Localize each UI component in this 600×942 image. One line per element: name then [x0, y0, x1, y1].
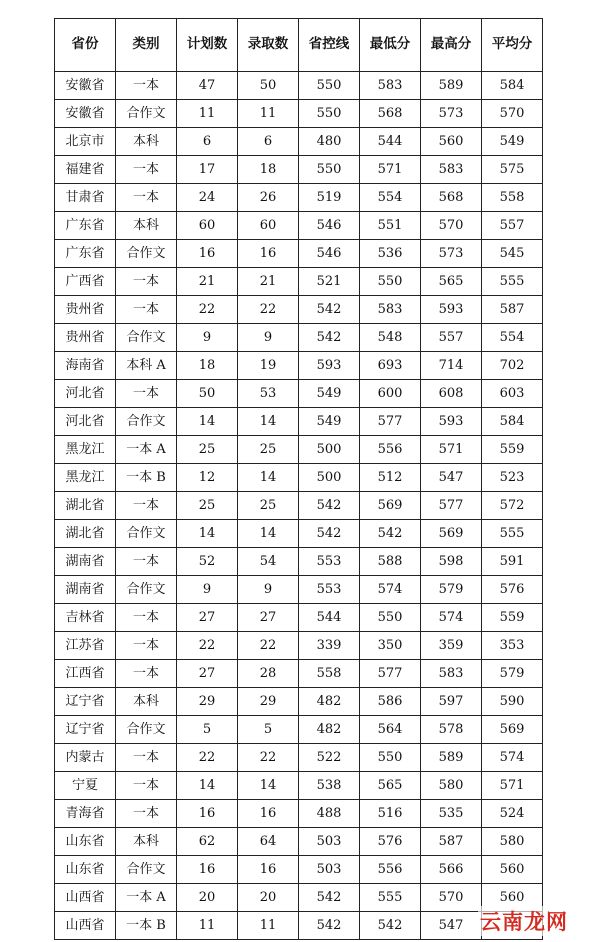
cell-planned: 47	[177, 72, 238, 100]
cell-max-score: 714	[421, 352, 482, 380]
cell-min-score: 583	[360, 72, 421, 100]
cell-avg-score: 560	[482, 884, 543, 912]
cell-category: 合作文	[116, 100, 177, 128]
cell-category: 本科	[116, 212, 177, 240]
cell-max-score: 589	[421, 744, 482, 772]
cell-planned: 22	[177, 296, 238, 324]
cell-province: 湖北省	[55, 520, 116, 548]
cell-max-score: 570	[421, 212, 482, 240]
cell-planned: 62	[177, 828, 238, 856]
cell-province: 福建省	[55, 156, 116, 184]
cell-avg-score: 523	[482, 464, 543, 492]
cell-control-line: 546	[299, 212, 360, 240]
table-row	[55, 576, 543, 604]
cell-control-line: 542	[299, 492, 360, 520]
table-row	[55, 268, 543, 296]
cell-planned: 16	[177, 240, 238, 268]
cell-control-line: 542	[299, 520, 360, 548]
cell-province: 甘肃省	[55, 184, 116, 212]
cell-admitted: 22	[238, 296, 299, 324]
cell-planned: 16	[177, 856, 238, 884]
cell-category: 一本 B	[116, 912, 177, 940]
table-row	[55, 408, 543, 436]
cell-control-line: 553	[299, 548, 360, 576]
cell-province: 河北省	[55, 380, 116, 408]
cell-planned: 22	[177, 632, 238, 660]
cell-avg-score: 702	[482, 352, 543, 380]
table-row	[55, 912, 543, 940]
cell-control-line: 544	[299, 604, 360, 632]
cell-admitted: 9	[238, 576, 299, 604]
table-row	[55, 100, 543, 128]
cell-planned: 25	[177, 436, 238, 464]
cell-max-score: 566	[421, 856, 482, 884]
cell-category: 合作文	[116, 576, 177, 604]
cell-admitted: 25	[238, 492, 299, 520]
cell-planned: 9	[177, 576, 238, 604]
cell-province: 山西省	[55, 884, 116, 912]
cell-min-score: 544	[360, 128, 421, 156]
cell-min-score: 576	[360, 828, 421, 856]
table-row	[55, 184, 543, 212]
cell-min-score: 550	[360, 268, 421, 296]
cell-category: 一本	[116, 800, 177, 828]
cell-admitted: 50	[238, 72, 299, 100]
cell-max-score: 589	[421, 72, 482, 100]
cell-avg-score: 576	[482, 576, 543, 604]
cell-admitted: 26	[238, 184, 299, 212]
cell-max-score: 583	[421, 156, 482, 184]
cell-avg-score: 571	[482, 772, 543, 800]
cell-control-line: 500	[299, 436, 360, 464]
header-row	[55, 19, 543, 72]
cell-avg-score: 587	[482, 296, 543, 324]
cell-max-score: 577	[421, 492, 482, 520]
cell-admitted: 21	[238, 268, 299, 296]
cell-max-score: 593	[421, 296, 482, 324]
cell-admitted: 64	[238, 828, 299, 856]
cell-max-score: 587	[421, 828, 482, 856]
cell-planned: 52	[177, 548, 238, 576]
cell-planned: 29	[177, 688, 238, 716]
cell-province: 内蒙古	[55, 744, 116, 772]
table-row	[55, 464, 543, 492]
cell-category: 一本	[116, 744, 177, 772]
cell-planned: 18	[177, 352, 238, 380]
table-row	[55, 632, 543, 660]
cell-max-score: 535	[421, 800, 482, 828]
cell-min-score: 512	[360, 464, 421, 492]
cell-avg-score: 574	[482, 744, 543, 772]
cell-avg-score: 603	[482, 380, 543, 408]
cell-admitted: 22	[238, 744, 299, 772]
cell-avg-score: 569	[482, 716, 543, 744]
cell-category: 一本	[116, 772, 177, 800]
cell-province: 河北省	[55, 408, 116, 436]
cell-province: 吉林省	[55, 604, 116, 632]
cell-planned: 17	[177, 156, 238, 184]
table-row	[55, 856, 543, 884]
cell-planned: 11	[177, 100, 238, 128]
cell-max-score: 560	[421, 128, 482, 156]
cell-admitted: 11	[238, 912, 299, 940]
table-row	[55, 828, 543, 856]
table-row	[55, 548, 543, 576]
cell-admitted: 53	[238, 380, 299, 408]
cell-control-line: 339	[299, 632, 360, 660]
cell-min-score: 550	[360, 744, 421, 772]
cell-province: 辽宁省	[55, 716, 116, 744]
cell-max-score: 578	[421, 716, 482, 744]
table-row	[55, 212, 543, 240]
cell-province: 广西省	[55, 268, 116, 296]
cell-max-score: 574	[421, 604, 482, 632]
table-row	[55, 716, 543, 744]
cell-category: 一本 B	[116, 464, 177, 492]
cell-min-score: 577	[360, 408, 421, 436]
table-row	[55, 492, 543, 520]
cell-category: 合作文	[116, 408, 177, 436]
cell-control-line: 482	[299, 688, 360, 716]
cell-avg-score: 590	[482, 688, 543, 716]
cell-control-line: 542	[299, 912, 360, 940]
cell-admitted: 18	[238, 156, 299, 184]
column-header-control-line: 省控线	[299, 19, 360, 72]
table-row	[55, 156, 543, 184]
cell-category: 合作文	[116, 716, 177, 744]
cell-province: 海南省	[55, 352, 116, 380]
cell-category: 一本 A	[116, 884, 177, 912]
cell-control-line: 593	[299, 352, 360, 380]
table-row	[55, 380, 543, 408]
cell-min-score: 516	[360, 800, 421, 828]
cell-max-score: 573	[421, 100, 482, 128]
cell-province: 湖北省	[55, 492, 116, 520]
cell-min-score: 586	[360, 688, 421, 716]
cell-planned: 9	[177, 324, 238, 352]
cell-category: 一本	[116, 492, 177, 520]
cell-min-score: 564	[360, 716, 421, 744]
cell-control-line: 550	[299, 156, 360, 184]
cell-control-line: 522	[299, 744, 360, 772]
cell-control-line: 482	[299, 716, 360, 744]
column-header-category: 类别	[116, 19, 177, 72]
table-row	[55, 884, 543, 912]
cell-planned: 6	[177, 128, 238, 156]
cell-max-score: 557	[421, 324, 482, 352]
cell-control-line: 549	[299, 380, 360, 408]
cell-min-score: 554	[360, 184, 421, 212]
cell-category: 合作文	[116, 856, 177, 884]
table-row	[55, 660, 543, 688]
cell-category: 本科 A	[116, 352, 177, 380]
cell-avg-score: 591	[482, 548, 543, 576]
cell-avg-score: 560	[482, 856, 543, 884]
cell-planned: 16	[177, 800, 238, 828]
cell-admitted: 20	[238, 884, 299, 912]
cell-province: 安徽省	[55, 72, 116, 100]
cell-category: 合作文	[116, 324, 177, 352]
cell-control-line: 558	[299, 660, 360, 688]
cell-control-line: 500	[299, 464, 360, 492]
cell-avg-score: 559	[482, 436, 543, 464]
cell-admitted: 54	[238, 548, 299, 576]
cell-min-score: 536	[360, 240, 421, 268]
cell-admitted: 60	[238, 212, 299, 240]
cell-province: 广东省	[55, 240, 116, 268]
cell-avg-score: 584	[482, 72, 543, 100]
cell-avg-score: 558	[482, 184, 543, 212]
cell-avg-score: 570	[482, 100, 543, 128]
table-row	[55, 72, 543, 100]
cell-admitted: 14	[238, 772, 299, 800]
cell-control-line: 503	[299, 828, 360, 856]
cell-category: 一本	[116, 296, 177, 324]
cell-control-line: 542	[299, 884, 360, 912]
cell-min-score: 577	[360, 660, 421, 688]
cell-province: 北京市	[55, 128, 116, 156]
cell-control-line: 521	[299, 268, 360, 296]
cell-admitted: 16	[238, 856, 299, 884]
cell-admitted: 22	[238, 632, 299, 660]
cell-control-line: 488	[299, 800, 360, 828]
cell-avg-score: 575	[482, 156, 543, 184]
cell-planned: 5	[177, 716, 238, 744]
cell-category: 一本	[116, 632, 177, 660]
table-row	[55, 296, 543, 324]
cell-max-score: 583	[421, 660, 482, 688]
cell-planned: 14	[177, 772, 238, 800]
cell-control-line: 550	[299, 72, 360, 100]
cell-min-score: 568	[360, 100, 421, 128]
admission-score-table	[54, 18, 543, 940]
column-header-avg-score: 平均分	[482, 19, 543, 72]
cell-category: 本科	[116, 828, 177, 856]
cell-planned: 14	[177, 408, 238, 436]
cell-min-score: 555	[360, 884, 421, 912]
cell-admitted: 11	[238, 100, 299, 128]
table-body	[55, 72, 543, 940]
table-row	[55, 436, 543, 464]
cell-planned: 25	[177, 492, 238, 520]
cell-planned: 60	[177, 212, 238, 240]
cell-province: 广东省	[55, 212, 116, 240]
cell-province: 黑龙江	[55, 464, 116, 492]
cell-control-line: 550	[299, 100, 360, 128]
cell-province: 黑龙江	[55, 436, 116, 464]
cell-admitted: 19	[238, 352, 299, 380]
cell-province: 湖南省	[55, 548, 116, 576]
cell-category: 本科	[116, 688, 177, 716]
cell-avg-score: 549	[482, 128, 543, 156]
cell-avg-score: 580	[482, 828, 543, 856]
cell-max-score: 547	[421, 912, 482, 940]
cell-admitted: 14	[238, 464, 299, 492]
cell-province: 安徽省	[55, 100, 116, 128]
cell-planned: 24	[177, 184, 238, 212]
table-row	[55, 800, 543, 828]
cell-planned: 21	[177, 268, 238, 296]
table-row	[55, 772, 543, 800]
cell-category: 一本	[116, 156, 177, 184]
cell-category: 一本	[116, 380, 177, 408]
cell-avg-score: 554	[482, 324, 543, 352]
cell-min-score: 588	[360, 548, 421, 576]
cell-admitted: 27	[238, 604, 299, 632]
cell-category: 一本	[116, 660, 177, 688]
cell-category: 本科	[116, 128, 177, 156]
cell-control-line: 519	[299, 184, 360, 212]
cell-min-score: 542	[360, 912, 421, 940]
cell-max-score: 593	[421, 408, 482, 436]
cell-max-score: 579	[421, 576, 482, 604]
cell-control-line: 549	[299, 408, 360, 436]
cell-province: 湖南省	[55, 576, 116, 604]
cell-min-score: 556	[360, 436, 421, 464]
column-header-planned: 计划数	[177, 19, 238, 72]
cell-admitted: 6	[238, 128, 299, 156]
cell-min-score: 600	[360, 380, 421, 408]
cell-province: 宁夏	[55, 772, 116, 800]
cell-province: 辽宁省	[55, 688, 116, 716]
cell-min-score: 569	[360, 492, 421, 520]
cell-max-score: 598	[421, 548, 482, 576]
cell-max-score: 608	[421, 380, 482, 408]
cell-min-score: 350	[360, 632, 421, 660]
cell-max-score: 359	[421, 632, 482, 660]
table-row	[55, 520, 543, 548]
cell-control-line: 546	[299, 240, 360, 268]
cell-max-score: 580	[421, 772, 482, 800]
cell-control-line: 553	[299, 576, 360, 604]
cell-avg-score: 584	[482, 408, 543, 436]
cell-admitted: 16	[238, 800, 299, 828]
cell-category: 一本	[116, 184, 177, 212]
cell-control-line: 480	[299, 128, 360, 156]
column-header-admitted: 录取数	[238, 19, 299, 72]
cell-avg-score: 557	[482, 212, 543, 240]
cell-category: 一本 A	[116, 436, 177, 464]
cell-min-score: 693	[360, 352, 421, 380]
cell-control-line: 542	[299, 324, 360, 352]
cell-control-line: 542	[299, 296, 360, 324]
cell-min-score: 551	[360, 212, 421, 240]
cell-control-line: 538	[299, 772, 360, 800]
cell-max-score: 573	[421, 240, 482, 268]
cell-province: 山东省	[55, 828, 116, 856]
cell-admitted: 29	[238, 688, 299, 716]
cell-planned: 27	[177, 604, 238, 632]
cell-max-score: 569	[421, 520, 482, 548]
cell-admitted: 9	[238, 324, 299, 352]
cell-avg-score: 555	[482, 268, 543, 296]
cell-min-score: 565	[360, 772, 421, 800]
cell-province: 贵州省	[55, 296, 116, 324]
cell-min-score: 550	[360, 604, 421, 632]
cell-category: 一本	[116, 72, 177, 100]
cell-category: 一本	[116, 548, 177, 576]
cell-control-line: 503	[299, 856, 360, 884]
cell-min-score: 574	[360, 576, 421, 604]
table-row	[55, 324, 543, 352]
table-row	[55, 744, 543, 772]
cell-province: 山西省	[55, 912, 116, 940]
cell-admitted: 14	[238, 520, 299, 548]
cell-planned: 50	[177, 380, 238, 408]
cell-planned: 14	[177, 520, 238, 548]
cell-planned: 12	[177, 464, 238, 492]
table-row	[55, 240, 543, 268]
column-header-min-score: 最低分	[360, 19, 421, 72]
cell-province: 山东省	[55, 856, 116, 884]
cell-max-score: 568	[421, 184, 482, 212]
cell-admitted: 16	[238, 240, 299, 268]
table-row	[55, 352, 543, 380]
cell-min-score: 556	[360, 856, 421, 884]
cell-avg-score: 353	[482, 632, 543, 660]
table-row	[55, 604, 543, 632]
cell-max-score: 570	[421, 884, 482, 912]
cell-admitted: 25	[238, 436, 299, 464]
cell-min-score: 583	[360, 296, 421, 324]
cell-avg-score: 572	[482, 492, 543, 520]
watermark-logo: 云南龙网	[478, 906, 570, 936]
cell-planned: 20	[177, 884, 238, 912]
cell-min-score: 571	[360, 156, 421, 184]
cell-category: 合作文	[116, 520, 177, 548]
column-header-max-score: 最高分	[421, 19, 482, 72]
cell-admitted: 28	[238, 660, 299, 688]
cell-province: 江苏省	[55, 632, 116, 660]
column-header-province: 省份	[55, 19, 116, 72]
cell-avg-score: 579	[482, 660, 543, 688]
cell-max-score: 597	[421, 688, 482, 716]
cell-max-score: 571	[421, 436, 482, 464]
cell-avg-score: 555	[482, 520, 543, 548]
cell-planned: 22	[177, 744, 238, 772]
cell-avg-score: 545	[482, 240, 543, 268]
cell-avg-score: 559	[482, 604, 543, 632]
cell-max-score: 547	[421, 464, 482, 492]
cell-admitted: 14	[238, 408, 299, 436]
cell-province: 江西省	[55, 660, 116, 688]
cell-admitted: 5	[238, 716, 299, 744]
cell-category: 合作文	[116, 240, 177, 268]
cell-category: 一本	[116, 604, 177, 632]
cell-province: 青海省	[55, 800, 116, 828]
cell-avg-score: 524	[482, 800, 543, 828]
cell-category: 一本	[116, 268, 177, 296]
cell-planned: 11	[177, 912, 238, 940]
table-row	[55, 688, 543, 716]
table-header	[55, 19, 543, 72]
cell-min-score: 548	[360, 324, 421, 352]
cell-min-score: 542	[360, 520, 421, 548]
table-row	[55, 128, 543, 156]
cell-province: 贵州省	[55, 324, 116, 352]
cell-max-score: 565	[421, 268, 482, 296]
cell-planned: 27	[177, 660, 238, 688]
